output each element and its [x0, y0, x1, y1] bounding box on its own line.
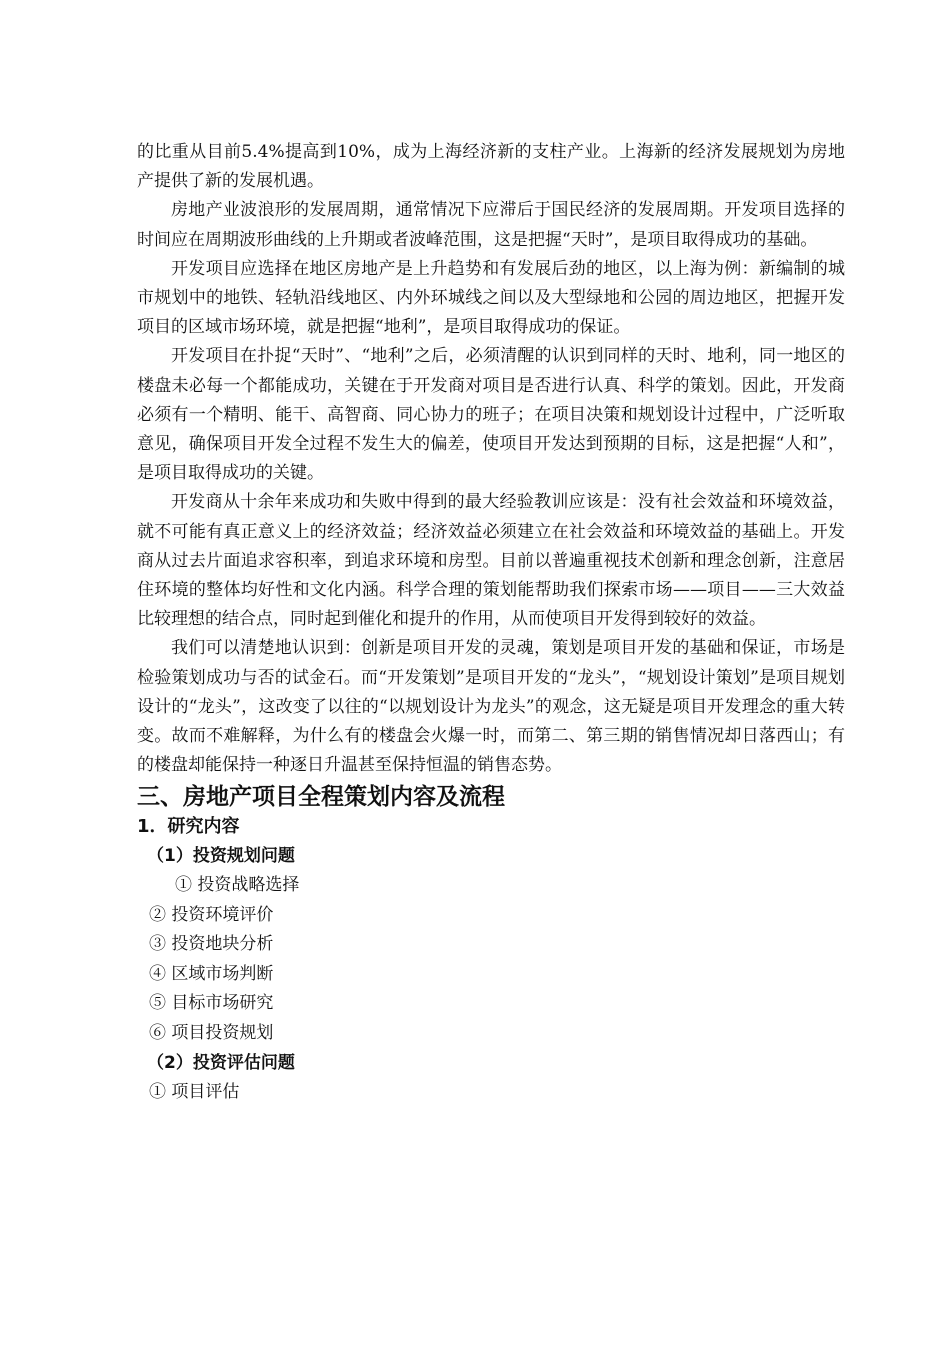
- list-item: ⑤ 目标市场研究: [149, 993, 274, 1014]
- list-item: ② 投资环境评价: [149, 904, 274, 925]
- list-item: ③ 投资地块分析: [149, 934, 274, 955]
- list-item: ① 投资战略选择: [175, 875, 300, 896]
- paragraph-4: 开发项目在扑捉“天时”、“地利”之后，必须清醒的认识到同样的天时、地利，同一地区的楼盘未必每一个都能成功，关键在于开发商对项目是否进行认真、科学的策划。因此，开发商必须有一个精明、能干、高智商、同心协力的班子；在项目决策和规划设计过程中，广泛听取意见，确保项目开发全过程不发生大的偏差，使项目开发达到预期的目标，这是把握“人和”，是项目取得成功的关键。: [137, 346, 845, 484]
- section-heading: 三、房地产项目全程策划内容及流程: [137, 784, 505, 811]
- list-item: ④ 区域市场判断: [149, 963, 274, 984]
- subsection-heading: 1．研究内容: [137, 816, 240, 838]
- group-heading-investment-planning: （1）投资规划问题: [147, 846, 295, 867]
- paragraph-1: 的比重从目前5.4%提高到10%，成为上海经济新的支柱产业。上海新的经济发展规划为房地产提供了新的发展机遇。: [137, 142, 845, 192]
- paragraph-5: 开发商从十余年来成功和失败中得到的最大经验教训应该是：没有社会效益和环境效益，就不可能有真正意义上的经济效益；经济效益必须建立在社会效益和环境效益的基础上。开发商从过去片面追求容积率，到追求环境和房型。目前以普遍重视技术创新和理念创新，注意居住环境的整体均好性和文化内涵。科学合理的策划能帮助我们探索市场——项目——三大效益比较理想的结合点，同时起到催化和提升的作用，从而使项目开发得到较好的效益。: [137, 492, 845, 630]
- document-page: [137, 138, 845, 1108]
- paragraph-3: 开发项目应选择在地区房地产是上升趋势和有发展后劲的地区，以上海为例：新编制的城市规划中的地铁、轻轨沿线地区、内外环城线之间以及大型绿地和公园的周边地区，把握开发项目的区域市场环境，就是把握“地利”，是项目取得成功的保证。: [137, 258, 845, 338]
- list-item: ① 项目评估: [149, 1082, 240, 1103]
- group-heading-investment-evaluation: （2）投资评估问题: [147, 1053, 295, 1074]
- paragraph-2: 房地产业波浪形的发展周期，通常情况下应滞后于国民经济的发展周期。开发项目选择的时间应在周期波形曲线的上升期或者波峰范围，这是把握“天时”，是项目取得成功的基础。: [137, 200, 845, 250]
- list-item: ⑥ 项目投资规划: [149, 1022, 274, 1043]
- paragraph-6: 我们可以清楚地认识到：创新是项目开发的灵魂，策划是项目开发的基础和保证，市场是检验策划成功与否的试金石。而“开发策划”是项目开发的“龙头”，“规划设计策划”是项目规划设计的“龙头”，这改变了以往的“以规划设计为龙头”的观念，这无疑是项目开发理念的重大转变。故而不难解释，为什么有的楼盘会火爆一时，而第二、第三期的销售情况却日落西山；有的楼盘却能保持一种逐日升温甚至保持恒温的销售态势。: [137, 638, 845, 776]
